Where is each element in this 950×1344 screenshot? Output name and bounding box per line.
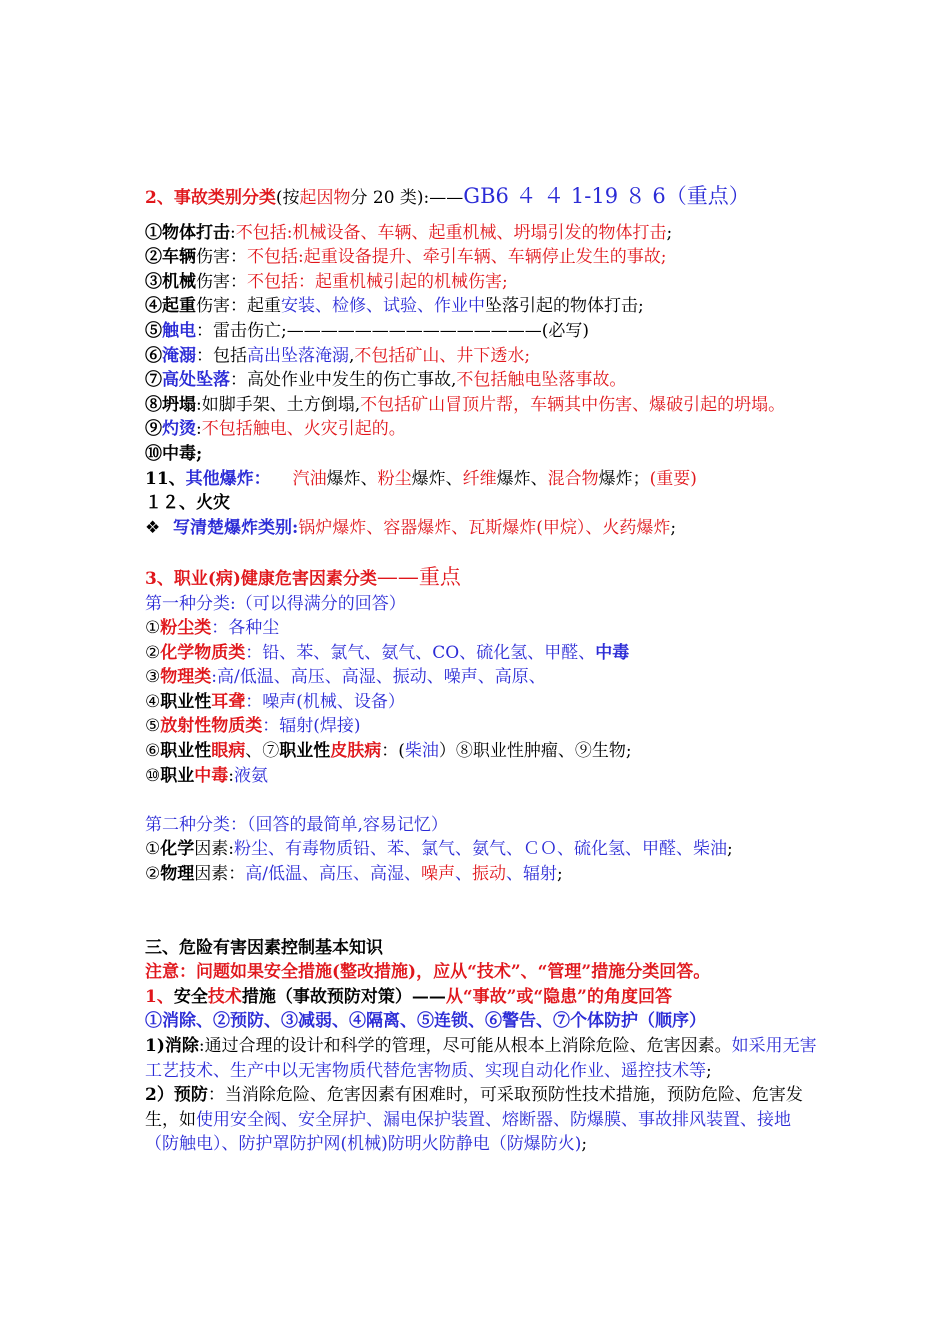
measure-prevent: 2）预防：当消除危险、危害因素有困难时，可采取预防性技术措施，预防危险、危害发生，如使用安全阀、安全屏护、漏电保护装置、熔断器、防爆膜、事故排风装置、接地（防触电）、防护罩防护网(机械)防明火防静电（防爆防火); [145, 1085, 803, 1155]
classification-2-heading: 第二种分类：（回答的最简单,容易记忆） [145, 814, 448, 835]
accident-type-1: ①物体打击:不包括:机械设备、车辆、起重机械、坍塌引发的物体打击; [145, 222, 673, 243]
hazard-1: ①粉尘类：各种尘 [145, 618, 280, 639]
accident-type-11: 11、其他爆炸： 汽油爆炸、粉尘爆炸、纤维爆炸、混合物爆炸；(重要) [145, 468, 697, 489]
classification-1-heading: 第一种分类:（可以得满分的回答） [145, 593, 406, 614]
hazard-2: ②化学物质类：铅、苯、氯气、氨气、CO、硫化氢、甲醛、中毒 [145, 642, 630, 663]
section-3-title: 3、职业(病)健康危害因素分类——重点 [145, 564, 461, 589]
accident-type-6: ⑥淹溺：包括高出坠落淹溺,不包括矿山、井下透水; [145, 345, 531, 366]
factor-chemical: ①化学因素:粉尘、有毒物质铅、苯、氯气、氨气、ＣＯ、硫化氢、甲醛、柴油; [145, 839, 733, 860]
accident-type-8: ⑧坍塌:如脚手架、土方倒塌,不包括矿山冒顶片帮，车辆其中伤害、爆破引起的坍塌。 [145, 394, 786, 415]
measure-eliminate: 1)消除:通过合理的设计和科学的管理，尽可能从根本上消除危险、危害因素。如采用无害工艺技术、生产中以无害物质代替危害物质、实现自动化作业、遥控技术等; [145, 1036, 817, 1081]
accident-type-9: ⑨灼烫:不包括触电、火灾引起的。 [145, 419, 406, 440]
accident-type-7: ⑦高处坠落：高处作业中发生的伤亡事故,不包括触电坠落事故。 [145, 370, 627, 391]
section-3-cn-title: 三、危险有害因素控制基本知识 [145, 937, 383, 958]
section-2-heading: 2、事故类别分类 [145, 188, 276, 208]
hazard-6: ⑥职业性眼病、⑦职业性皮肤病：(柴油）⑧职业性肿瘤、⑨生物; [145, 741, 632, 762]
attention-note: 注意：问题如果安全措施(整改措施)，应从“技术”、“管理”措施分类回答。 [145, 962, 711, 983]
accident-type-2: ②车辆伤害：不包括:起重设备提升、牵引车辆、车辆停止发生的事故; [145, 247, 667, 268]
factor-physical: ②物理因素：高/低温、高压、高湿、噪声、振动、辐射; [145, 864, 563, 885]
accident-type-12: １２、火灾 [145, 493, 230, 514]
accident-type-10: ⑩中毒; [145, 443, 203, 464]
hazard-4: ④职业性耳聋：噪声(机械、设备） [145, 691, 405, 712]
hazard-5: ⑤放射性物质类：辐射(焊接) [145, 716, 361, 737]
hazard-10: ⑩职业中毒:液氨 [145, 765, 268, 786]
section-2-title: 2、事故类别分类(按起因物分 20 类):——GB6 ４ ４ 1-19 ８ 6（重点） [145, 184, 750, 208]
measures-sequence: ①消除、②预防、③减弱、④隔离、⑤连锁、⑥警告、⑦个体防护（顺序） [145, 1011, 706, 1032]
standard-code: GB6 ４ ４ 1-19 ８ 6（重点） [463, 184, 750, 208]
explosion-note: ❖ 写清楚爆炸类别:锅炉爆炸、容器爆炸、瓦斯爆炸(甲烷）、火药爆炸; [145, 516, 820, 541]
diamond-bullet-icon: ❖ [145, 517, 161, 538]
hazard-3: ③物理类:高/低温、高压、高湿、振动、噪声、高原、 [145, 667, 546, 688]
accident-type-5: ⑤触电：雷击伤亡;———————————————(必写) [145, 320, 589, 341]
tech-measures-heading: 1、安全技术措施（事故预防对策）——从“事故”或“隐患”的角度回答 [145, 986, 672, 1007]
accident-type-3: ③机械伤害：不包括：起重机械引起的机械伤害; [145, 271, 508, 292]
document-page [145, 184, 820, 1157]
accident-type-4: ④起重伤害：起重安装、检修、试验、作业中坠落引起的物体打击; [145, 296, 644, 317]
